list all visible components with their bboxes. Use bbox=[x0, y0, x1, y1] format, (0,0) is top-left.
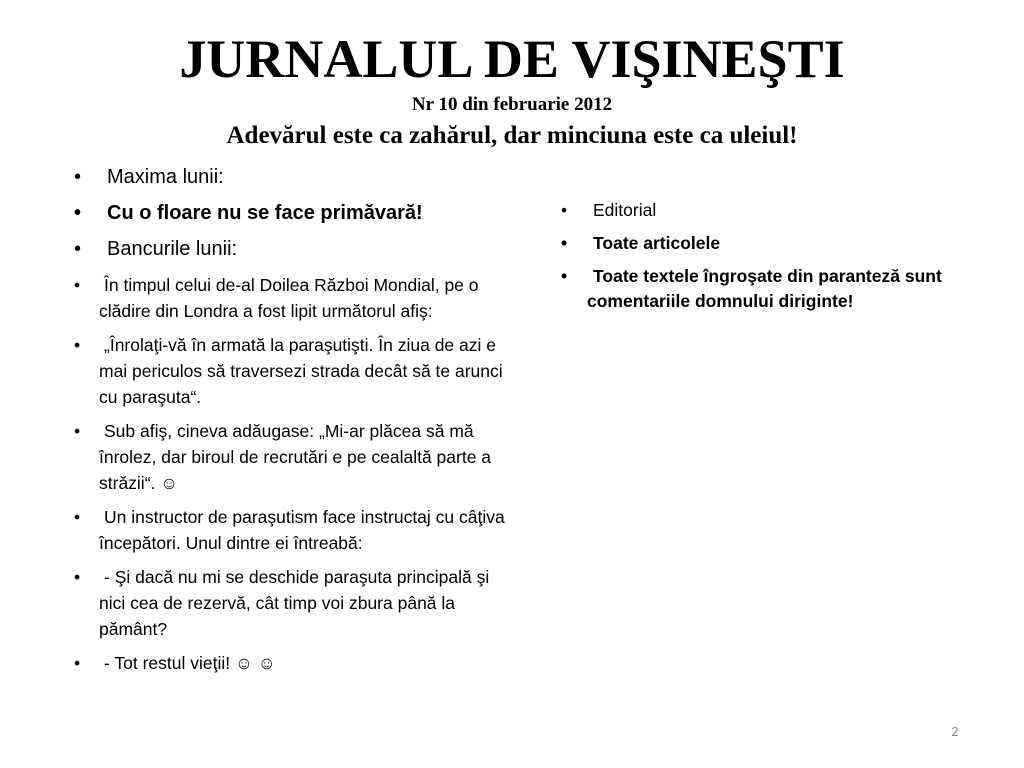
bullet-icon: • bbox=[74, 653, 81, 673]
bullet-icon: • bbox=[74, 421, 81, 441]
list-item bbox=[74, 564, 514, 642]
joke-paragraph: În timpul celui de-al Doilea Război Mondial, pe o clădire din Londra a fost lipit următorul afiş: bbox=[99, 275, 479, 321]
bullet-icon: • bbox=[561, 266, 568, 286]
joke-paragraph: „Înrolaţi-vă în armată la paraşutişti. În ziua de azi e mai periculos să traversezi strada decât să te arunci cu paraşuta“. bbox=[99, 335, 503, 407]
list-item bbox=[74, 236, 514, 262]
right-bullet-list bbox=[561, 198, 1001, 314]
bullet-icon: • bbox=[74, 166, 82, 188]
bullet-icon: • bbox=[561, 200, 568, 220]
list-item bbox=[74, 504, 514, 556]
list-item bbox=[561, 198, 1001, 223]
jokes-heading: Bancurile lunii: bbox=[107, 238, 238, 260]
editor-note: Toate textele îngroşate din paranteză sunt comentariile domnului diriginte! bbox=[587, 266, 942, 311]
bullet-icon: • bbox=[561, 233, 568, 253]
joke-paragraph: Sub afiş, cineva adăugase: „Mi-ar plăcea să mă înrolez, dar biroul de recrutări e pe cealaltă parte a străzii“. ☺ bbox=[99, 421, 492, 493]
list-item bbox=[561, 264, 1001, 314]
bullet-icon: • bbox=[74, 275, 81, 295]
joke-paragraph: - Tot restul vieţii! ☺ ☺ bbox=[104, 653, 276, 673]
list-item bbox=[74, 650, 514, 676]
section-all-articles: Toate articolele bbox=[593, 233, 721, 253]
list-item bbox=[561, 231, 1001, 256]
issue-line: Nr 10 din februarie 2012 bbox=[411, 94, 613, 115]
newspaper-title: JURNALUL DE VIŞINEŞTI bbox=[179, 29, 845, 89]
maxim-heading: Maxima lunii: bbox=[107, 166, 224, 188]
joke-paragraph: - Şi dacă nu mi se deschide paraşuta principală şi nici cea de rezervă, cât timp voi zbura până la pământ? bbox=[99, 567, 490, 639]
list-item bbox=[74, 200, 514, 226]
bullet-icon: • bbox=[74, 335, 81, 355]
list-item bbox=[74, 332, 514, 410]
right-column bbox=[561, 198, 1001, 322]
section-editorial: Editorial bbox=[593, 200, 657, 220]
page-number: 2 bbox=[951, 724, 959, 739]
bullet-icon: • bbox=[74, 567, 81, 587]
bullet-icon: • bbox=[74, 202, 82, 224]
motto-line: Adevărul este ca zahărul, dar minciuna este ca uleiul! bbox=[226, 122, 798, 149]
bullet-icon: • bbox=[74, 238, 82, 260]
list-item bbox=[74, 272, 514, 324]
bullet-icon: • bbox=[74, 507, 81, 527]
maxim-text: Cu o floare nu se face primăvară! bbox=[107, 202, 423, 224]
joke-paragraph: Un instructor de paraşutism face instructaj cu câţiva începători. Unul dintre ei întreabă: bbox=[99, 507, 505, 553]
left-bullet-list bbox=[74, 164, 514, 676]
list-item bbox=[74, 164, 514, 190]
list-item bbox=[74, 418, 514, 496]
left-column bbox=[74, 164, 514, 684]
